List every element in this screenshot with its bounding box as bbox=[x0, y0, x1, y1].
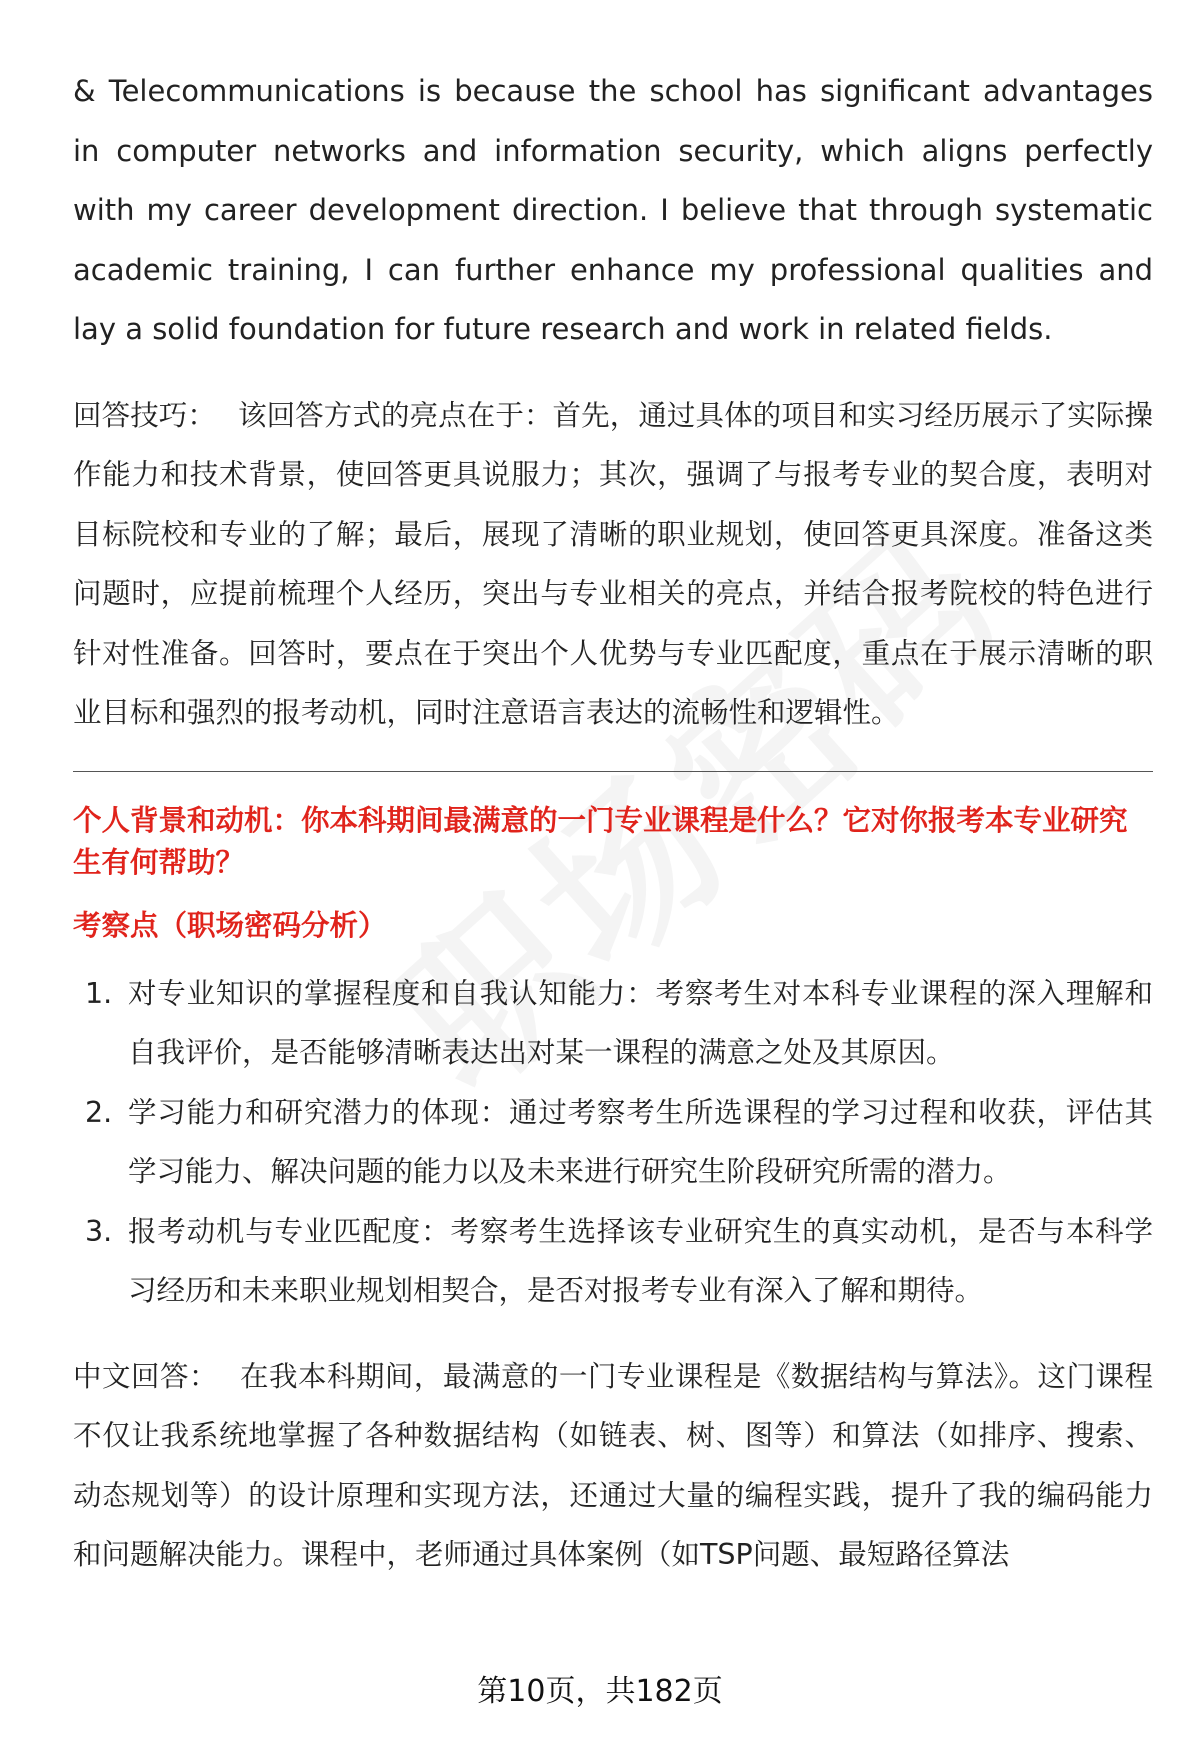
tips-label: 回答技巧： bbox=[73, 398, 216, 432]
document-page bbox=[73, 62, 1153, 1585]
list-item bbox=[73, 1083, 1153, 1202]
list-text: 学习能力和研究潜力的体现：通过考察考生所选课程的学习过程和收获，评估其学习能力、解决问题的能力以及未来进行研究生阶段研究所需的潜力。 bbox=[128, 1095, 1153, 1188]
assessment-points-title: 考察点（职场密码分析） bbox=[73, 908, 387, 942]
chinese-answer-paragraph bbox=[73, 1347, 1153, 1585]
english-answer-paragraph: & Telecommunications is because the school has significant advantages in computer networks and information security, which aligns perfectly with my career development direction. I believe that through systematic academic training, I can further enhance my professional qualities and lay a solid foundation for future research and work in related fields. bbox=[73, 74, 1153, 346]
list-item bbox=[73, 1202, 1153, 1321]
answer-text: 在我本科期间，最满意的一门专业课程是《数据结构与算法》。这门课程不仅让我系统地掌握了各种数据结构（如链表、树、图等）和算法（如排序、搜索、动态规划等）的设计原理和实现方法，还通过大量的编程实践，提升了我的编码能力和问题解决能力。课程中，老师通过具体案例（如TSP问题、最短路径算法 bbox=[73, 1359, 1153, 1571]
list-text: 对专业知识的掌握程度和自我认知能力：考察考生对本科专业课程的深入理解和自我评价，是否能够清晰表达出对某一课程的满意之处及其原因。 bbox=[128, 976, 1153, 1069]
list-number: 1. bbox=[85, 976, 113, 1010]
answer-label: 中文回答： bbox=[73, 1359, 218, 1393]
page-number-footer: 第10页，共182页 bbox=[477, 1674, 723, 1709]
list-text: 报考动机与专业匹配度：考察考生选择该专业研究生的真实动机，是否与本科学习经历和未来职业规划相契合，是否对报考专业有深入了解和期待。 bbox=[128, 1214, 1153, 1307]
tips-text: 该回答方式的亮点在于：首先，通过具体的项目和实习经历展示了实际操作能力和技术背景，使回答更具说服力；其次，强调了与报考专业的契合度，表明对目标院校和专业的了解；最后，展现了清晰的职业规划，使回答更具深度。准备这类问题时，应提前梳理个人经历，突出与专业相关的亮点，并结合报考院校的特色进行针对性准备。回答时，要点在于突出个人优势与专业匹配度，重点在于展示清晰的职业目标和强烈的报考动机，同时注意语言表达的流畅性和逻辑性。 bbox=[73, 398, 1153, 729]
question-title: 个人背景和动机：你本科期间最满意的一门专业课程是什么？它对你报考本专业研究生有何帮助？ bbox=[73, 803, 1128, 879]
tips-paragraph bbox=[73, 386, 1153, 743]
list-item bbox=[73, 964, 1153, 1083]
list-number: 3. bbox=[85, 1214, 113, 1248]
list-number: 2. bbox=[85, 1095, 113, 1129]
assessment-points-list bbox=[73, 964, 1153, 1321]
